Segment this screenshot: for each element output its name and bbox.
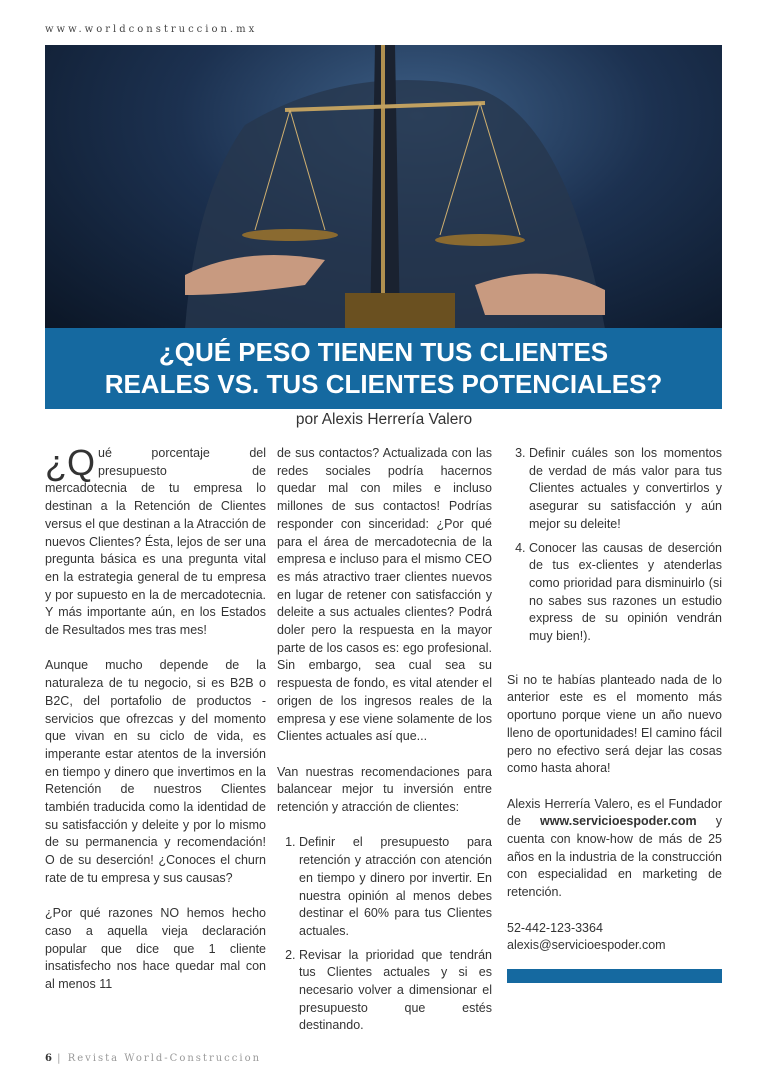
footer-separator: | [57,1053,63,1065]
accent-bar [507,969,722,983]
title-line-1: ¿QUÉ PESO TIENEN TUS CLIENTES [158,337,609,367]
bio-text: y cuenta con know-how de más de 25 años en la industria de la construcción con especialidad en marketing de retención. [507,814,722,900]
article-title-banner [45,328,722,409]
drop-cap: ¿Q [45,442,95,483]
column-2 [277,445,492,1041]
recommendations-list-a [277,834,492,1035]
page-footer [45,1053,722,1084]
author-email[interactable]: alexis@servicioespoder.com [507,938,666,953]
page-number: 6 [45,1053,52,1065]
paragraph-continued: de sus contactos? Actualizada con las redes sociales podría hacernos quedar mal con miles e incluso millones de sus contactos! Podrías responder con sinceridad: ¿Por qué para el área de mercadotecnia de la empresa e incluso para el mismo CEO es más atractivo traer clientes nuevos en lugar de retener con satisfacción y deleite a sus actuales clientes? Podrá doler pero la respuesta en la mayor parte de los casos es: ego profesional. Sin embargo, sea cual sea su respuesta de fondo, es vital atender el origen de los ingresos reales de la empresa y ese viene solamente de los Clientes actuales así que... [277,446,492,744]
recommendations-list-b [507,445,722,646]
list-item: 1. Definir el presupuesto para retención y atracción con atención en tiempo y dinero por invertir. En nuestra opinión al menos debes destinar el 60% para tus Clientes actuales. [299,834,492,940]
scale-of-justice-icon [45,45,722,329]
title-line-2: REALES VS. TUS CLIENTES POTENCIALES? [104,369,663,399]
byline: por Alexis Herrería Valero [295,411,473,428]
author-website-link[interactable]: www.servicioespoder.com [540,814,697,829]
column-1 [45,442,266,994]
paragraph: ¿Por qué razones NO hemos hecho caso a aquella vieja declaración popular que dice que 1 cliente insatisfecho nos hace quedar mal con al menos 11 [45,906,266,992]
list-item: 2. Revisar la prioridad que tendrán tus Clientes actuales y si es necesario volver a dimensionar el presupuesto que estés destinando. [299,947,492,1036]
paragraph: Si no te habías planteado nada de lo anterior este es el momento más oportuno porque viene un año nuevo lleno de oportunidades! El camino fácil pero no efectivo será dejar las cosas como hasta ahora! [507,672,722,776]
author-phone: 52-442-123-3364 [507,920,603,935]
site-url: www.worldconstruccion.mx [45,24,258,35]
hero-image [45,45,722,329]
bio-text: Alexis Herrería Valero, es el Fundador de [507,796,722,829]
paragraph-intro [45,442,266,640]
list-item: 4. Conocer las causas de deserción de tus ex-clientes y atenderlas como prioridad para disminuirlo (si no sabes sus razones un estudio express de su opinión vendrán muy bien!). [529,540,722,646]
paragraph: Aunque mucho depende de la naturaleza de tu negocio, si es B2B o B2C, del portafolio de productos - servicios que ofrezcas y del momento que vivan en su ciclo de vida, es imperante estar atentos de la inversión en tiempo y dinero que invertimos en la Retención de nuestros Clientes también traducida como la identidad de su satisfacción y deleite y por lo mismo de su permanencia y recomendación! O de su deserción! ¿Conoces el churn rate de tu empresa y sus causas? [45,658,266,885]
magazine-name: Revista World-Construccion [67,1053,262,1065]
paragraph: Van nuestras recomendaciones para balancear mejor tu inversión entre retención y atracción de clientes: [277,764,492,815]
column-3 [507,445,722,983]
list-item: 3. Definir cuáles son los momentos de verdad de más valor para tus Clientes actuales y convertirlos y asegurar su satisfacción y aún mejor su deleite! [529,445,722,534]
columns [45,442,722,1041]
author-bio [507,796,722,902]
paragraph-text: ué porcentaje del presupuesto de mercadotecnia de tu empresa lo destinan a la Retención de Clientes versus el que destinan a la Atracción de nuevos Clientes? Ésta, lejos de ser una pregunta básica es una pregunta vital en la estrategia general de tu empresa y por supuesto en la de mercadotecnia. Y más importante aún, en los Estados de Resultados mes tras mes! [45,446,266,638]
